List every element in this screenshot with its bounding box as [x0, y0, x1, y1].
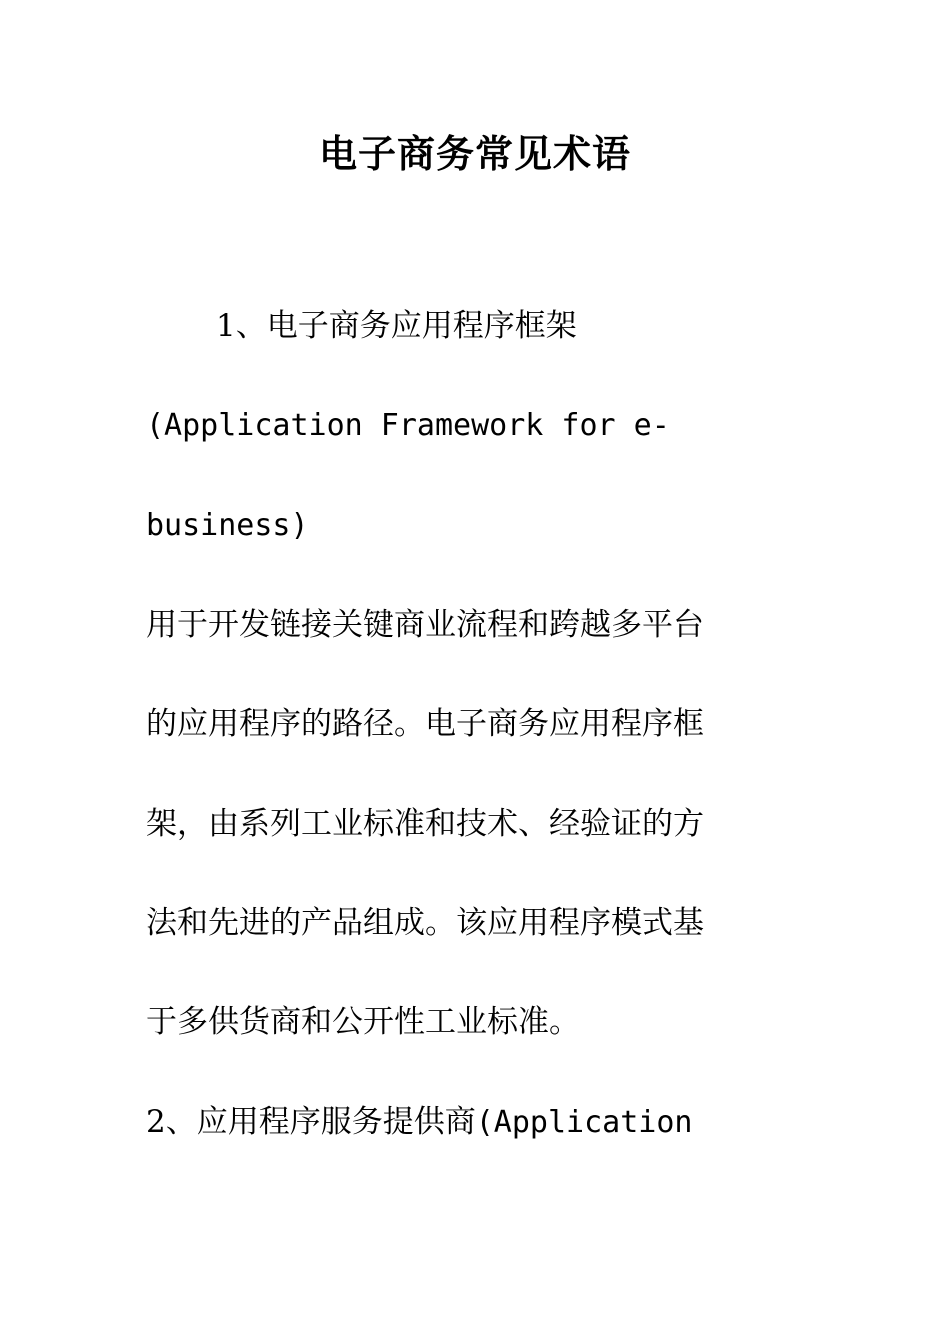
item-1-body-line: 架，由系列工业标准和技术、经验证的方	[146, 806, 704, 842]
item-2-heading-en: (Application	[475, 1105, 693, 1140]
item-1-heading: 1、电子商务应用程序框架	[216, 308, 577, 344]
item-1-body-line: 于多供货商和公开性工业标准。	[146, 1004, 580, 1040]
item-1-english-line-1: (Application Framework for e-	[146, 408, 670, 443]
item-1-body-line: 用于开发链接关键商业流程和跨越多平台	[146, 607, 704, 643]
item-1-body-line: 法和先进的产品组成。该应用程序模式基	[146, 905, 704, 941]
item-1-english-line-2: business)	[146, 508, 309, 543]
document-title: 电子商务常见术语	[318, 132, 631, 176]
item-1-body-line: 的应用程序的路径。电子商务应用程序框	[146, 706, 704, 742]
item-2-heading-cn: 2、应用程序服务提供商	[146, 1104, 476, 1140]
item-2-heading	[146, 1100, 692, 1145]
